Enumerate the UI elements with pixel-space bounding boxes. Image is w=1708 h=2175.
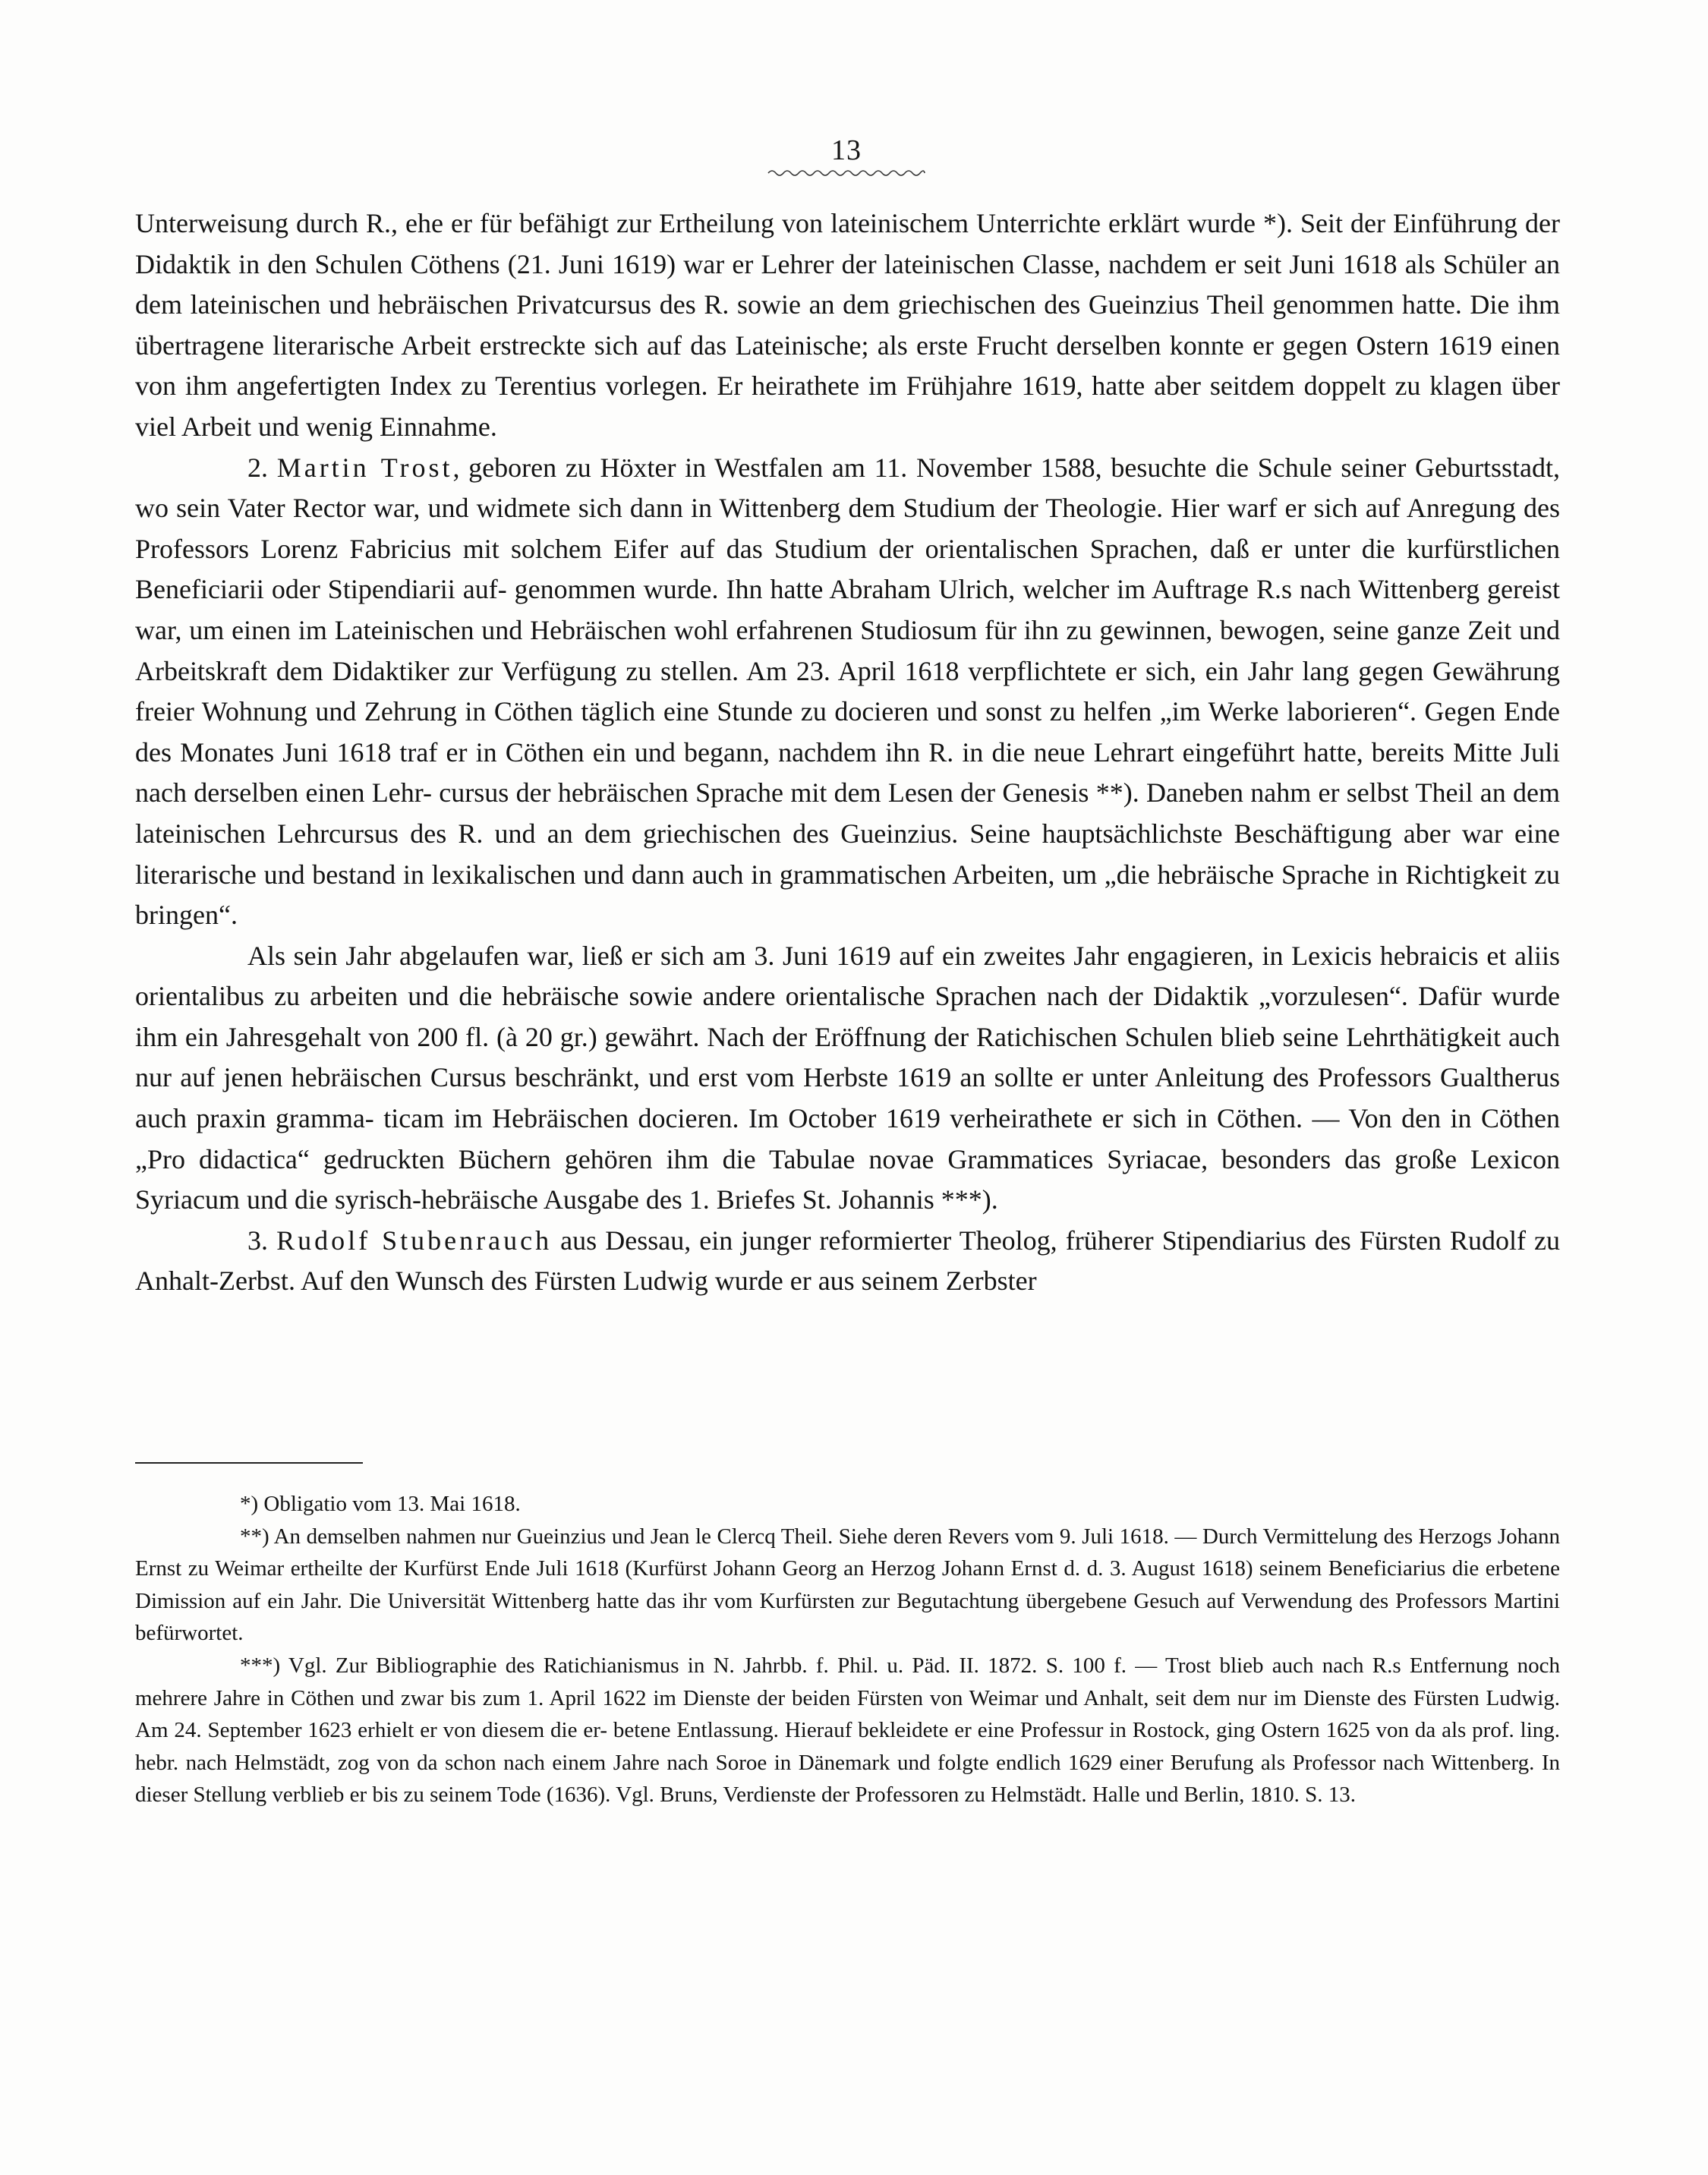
entry-number: 3. — [247, 1225, 268, 1256]
main-text — [135, 203, 1560, 1302]
paragraph-second-year: Als sein Jahr abgelaufen war, ließ er sich am 3. Juni 1619 auf ein zweites Jahr engagieren, in Lexicis hebraicis et aliis orientalibus zu arbeiten und die hebräische sowie andere orientalische Sprachen nach der Didaktik „vorzulesen“. Dafür wurde ihm ein Jahresgehalt von 200 fl. (à 20 gr.) gewährt. Nach der Eröffnung der Ratichischen Schulen blieb seine Lehrthätigkeit auch nur auf jenen hebräischen Cursus beschränkt, und erst vom Herbste 1619 an sollte er unter Anleitung des Professors Gualtherus auch praxin gramma- ticam im Hebräischen docieren. Im October 1619 verheirathete er sich in Cöthen. — Von den in Cöthen „Pro didactica“ gedruckten Büchern gehören ihm die Tabulae novae Grammatices Syriacae, besonders das große Lexicon Syriacum und die syrisch-hebräische Ausgabe des 1. Briefes St. Johannis ***). — [135, 940, 1560, 1215]
footnote-2: **) An demselben nahmen nur Gueinzius und Jean le Clercq Theil. Siehe deren Revers vom 9. Juli 1618. — Durch Vermittelung des Herzogs Johann Ernst zu Weimar ertheilte der Kurfürst Ende Juli 1618 (Kurfürst Johann Georg an Herzog Johann Ernst d. d. 3. August 1618) seinem Beneficiarius die erbetene Dimission auf ein Jahr. Die Universität Wittenberg hatte das ihr vom Kurfürsten zur Begutachtung übergebene Gesuch auf Verwendung des Professors Martini befürwortet. — [135, 1524, 1560, 1646]
paragraph-rudolf-stubenrauch — [135, 1221, 1560, 1302]
footnote-3: ***) Vgl. Zur Bibliographie des Ratichianismus in N. Jahrbb. f. Phil. u. Päd. II. 1872. S. 100 f. — Trost blieb auch nach R.s Entfernung noch mehrere Jahre in Cöthen und zwar bis zum 1. April 1622 im Dienste der beiden Fürsten von Weimar und Anhalt, seit dem nur im Dienste des Fürsten Ludwig. Am 24. September 1623 erhielt er von diesem die er- betene Entlassung. Hierauf bekleidete er eine Professur in Rostock, ging Ostern 1625 von da als prof. ling. hebr. nach Helmstädt, zog von da schon nach einem Jahre nach Soroe in Dänemark und folgte endlich 1629 einer Berufung als Professor nach Wittenberg. In dieser Stellung verblieb er bis zu seinem Tode (1636). Vgl. Bruns, Verdienste der Professoren zu Helmstädt. Halle und Berlin, 1810. S. 13. — [135, 1653, 1560, 1808]
footnotes — [135, 1488, 1560, 1811]
entry-number: 2. — [247, 452, 268, 483]
entry-text: aus Dessau, ein junger reformierter Theolog, früherer Stipendiarius des Fürsten Rudolf zu Anhalt-Zerbst. Auf den Wunsch des Fürsten Ludwig wurde er aus seinem Zerbster — [135, 1225, 1560, 1297]
person-name: Martin Trost — [276, 452, 453, 483]
paragraph-martin-trost — [135, 448, 1560, 936]
entry-text: , geboren zu Höxter in Westfalen am 11. November 1588, besuchte die Schule seiner Geburtsstadt, wo sein Vater Rector war, und widmete sich dann in Wittenberg dem Studium der Theologie. Hier warf er sich auf Anregung des Professors Lorenz Fabricius mit solchem Eifer auf das Studium der orientalischen Sprachen, daß er unter die kurfürstlichen Beneficiarii oder Stipendiarii auf- genommen wurde. Ihn hatte Abraham Ulrich, welcher im Auftrage R.s nach Wittenberg gereist war, um einen im Lateinischen und Hebräischen wohl erfahrenen Studiosum für ihn zu gewinnen, bewogen, seine ganze Zeit und Arbeitskraft dem Didaktiker zur Verfügung zu stellen. Am 23. April 1618 verpflichtete er sich, ein Jahr lang gegen Gewährung freier Wohnung und Zehrung in Cöthen täglich eine Stunde zu docieren und sonst zu helfen „im Werke laborieren“. Gegen Ende des Monates Juni 1618 traf er in Cöthen ein und begann, nachdem ihn R. in die neue Lehrart eingeführt hatte, bereits Mitte Juli nach derselben einen Lehr- cursus der hebräischen Sprache mit dem Lesen der Genesis **). Daneben nahm er selbst Theil an dem lateinischen Lehrcursus des R. und an dem griechischen des Gueinzius. Seine hauptsächlichste Beschäftigung aber war eine literarische und bestand in lexikalischen und dann auch in grammatischen Arbeiten, um „die hebräische Sprache in Richtigkeit zu bringen“. — [135, 452, 1560, 931]
page-number: 13 — [831, 134, 862, 166]
page-header — [0, 134, 1693, 179]
footnote-divider — [135, 1462, 363, 1464]
paragraph-trost-continuation: Unterweisung durch R., ehe er für befähigt zur Ertheilung von lateinischem Unterrichte erklärt wurde *). Seit der Einführung der Didaktik in den Schulen Cöthens (21. Juni 1619) war er Lehrer der lateinischen Classe, nachdem er seit Juni 1618 als Schüler an dem lateinischen und hebräischen Privatcursus des R. sowie an dem griechischen des Gueinzius Theil genommen hatte. Die ihm übertragene literarische Arbeit erstreckte sich auf das Lateinische; als erste Frucht derselben konnte er gegen Ostern 1619 einen von ihm angefertigten Index zu Terentius vorlegen. Er heirathete im Frühjahre 1619, hatte aber seitdem doppelt zu klagen über viel Arbeit und wenig Einnahme. — [135, 208, 1560, 442]
footnote-1: *) Obligatio vom 13. Mai 1618. — [240, 1492, 521, 1516]
wavy-ornament — [767, 167, 926, 179]
person-name: Rudolf Stubenrauch — [276, 1225, 553, 1256]
